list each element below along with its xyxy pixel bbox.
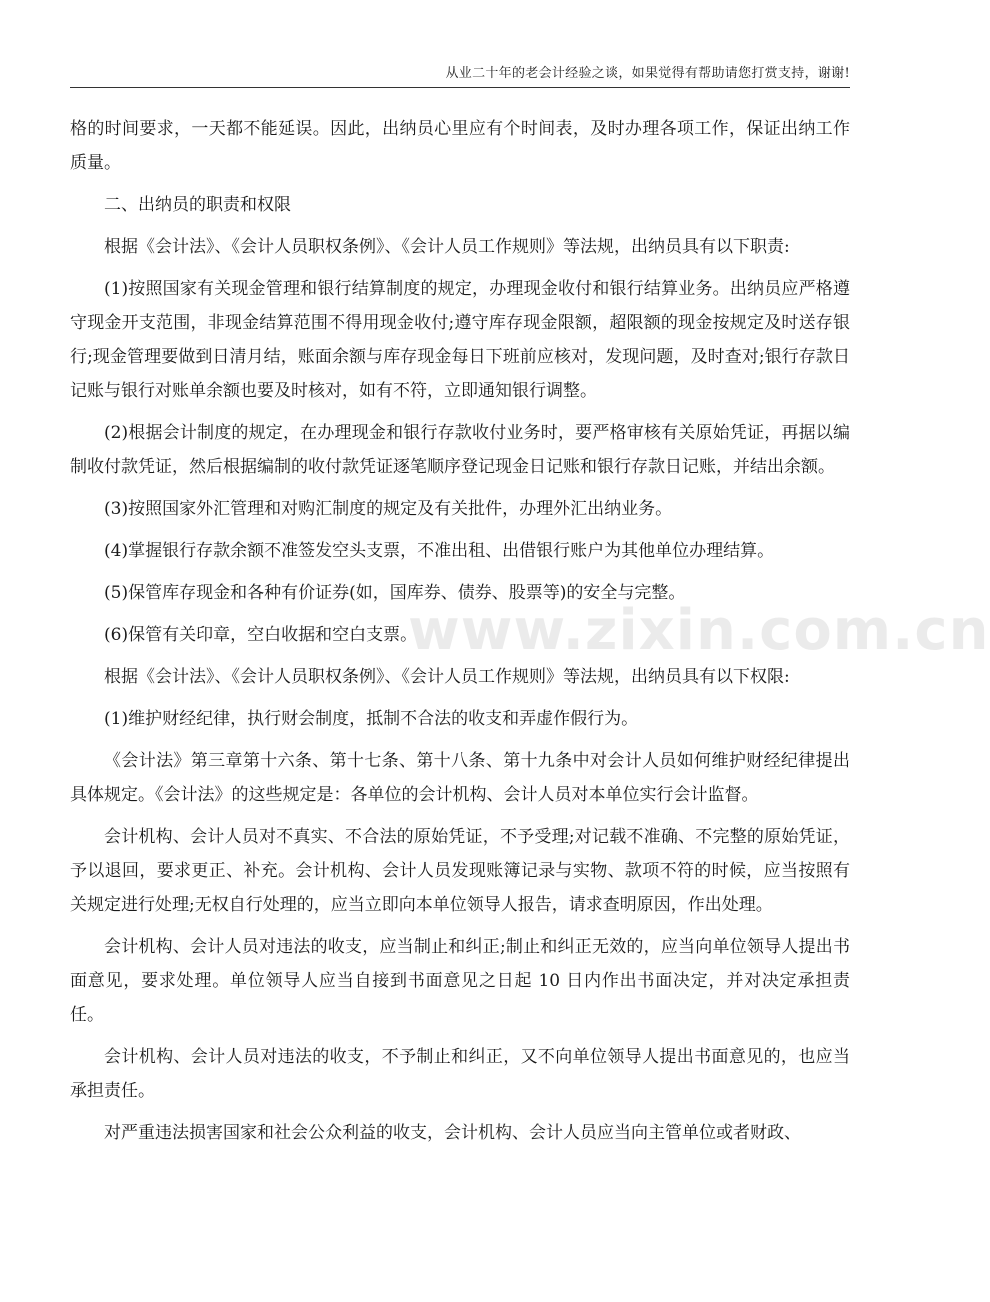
paragraph-right-1: (1)维护财经纪律，执行财会制度，抵制不合法的收支和弄虚作假行为。	[104, 709, 639, 729]
paragraph-duties-intro: 根据《会计法》、《会计人员职权条例》、《会计人员工作规则》等法规，出纳员具有以下职责:	[104, 237, 790, 257]
paragraph-responsibility: 会计机构、会计人员对违法的收支，不予制止和纠正，又不向单位领导人提出书面意见的，也应当承担责任。	[70, 1047, 850, 1101]
paragraph-duty-5: (5)保管库存现金和各种有价证券(如，国库券、债券、股票等)的安全与完整。	[104, 583, 686, 603]
paragraph-duty-1: (1)按照国家有关现金管理和银行结算制度的规定，办理现金收付和银行结算业务。出纳员应严格遵守现金开支范围，非现金结算范围不得用现金收付;遵守库存现金限额，超限额的现金按规定及时送存银行;现金管理要做到日清月结，账面余额与库存现金每日下班前应核对，发现问题，及时查对;银行存款日记账与银行对账单余额也要及时核对，如有不符，立即通知银行调整。	[70, 279, 850, 401]
paragraph-original-vouchers: 会计机构、会计人员对不真实、不合法的原始凭证，不予受理;对记载不准确、不完整的原始凭证，予以退回，要求更正、补充。会计机构、会计人员发现账簿记录与实物、款项不符的时候，应当按照有关规定进行处理;无权自行处理的，应当立即向本单位领导人报告，请求查明原因，作出处理。	[70, 827, 850, 915]
paragraph-duty-3: (3)按照国家外汇管理和对购汇制度的规定及有关批件，办理外汇出纳业务。	[104, 499, 673, 519]
document-body	[70, 112, 850, 1158]
section-heading: 二、出纳员的职责和权限	[104, 195, 291, 215]
paragraph-law-reference: 《会计法》第三章第十六条、第十七条、第十八条、第十九条中对会计人员如何维护财经纪律提出具体规定。《会计法》的这些规定是：各单位的会计机构、会计人员对本单位实行会计监督。	[70, 751, 850, 805]
paragraph-duty-6: (6)保管有关印章，空白收据和空白支票。	[104, 625, 418, 645]
header-divider	[70, 87, 850, 88]
paragraph-continuation: 格的时间要求，一天都不能延误。因此，出纳员心里应有个时间表，及时办理各项工作，保证出纳工作质量。	[70, 119, 850, 173]
paragraph-duty-4: (4)掌握银行存款余额不准签发空头支票，不准出租、出借银行账户为其他单位办理结算。	[104, 541, 775, 561]
paragraph-serious-violation: 对严重违法损害国家和社会公众利益的收支，会计机构、会计人员应当向主管单位或者财政、	[104, 1123, 801, 1143]
paragraph-duty-2: (2)根据会计制度的规定，在办理现金和银行存款收付业务时，要严格审核有关原始凭证，再据以编制收付款凭证，然后根据编制的收付款凭证逐笔顺序登记现金日记账和银行存款日记账，并结出余额。	[70, 423, 850, 477]
header-note: 从业二十年的老会计经验之谈，如果觉得有帮助请您打赏支持，谢谢!	[445, 66, 850, 81]
paragraph-illegal-expenditure: 会计机构、会计人员对违法的收支，应当制止和纠正;制止和纠正无效的，应当向单位领导人提出书面意见，要求处理。单位领导人应当自接到书面意见之日起 10 日内作出书面决定，并对决定承担责任。	[70, 937, 850, 1025]
watermark: www.zixin.com.cn	[408, 598, 990, 663]
paragraph-rights-intro: 根据《会计法》、《会计人员职权条例》、《会计人员工作规则》等法规，出纳员具有以下权限:	[104, 667, 790, 687]
